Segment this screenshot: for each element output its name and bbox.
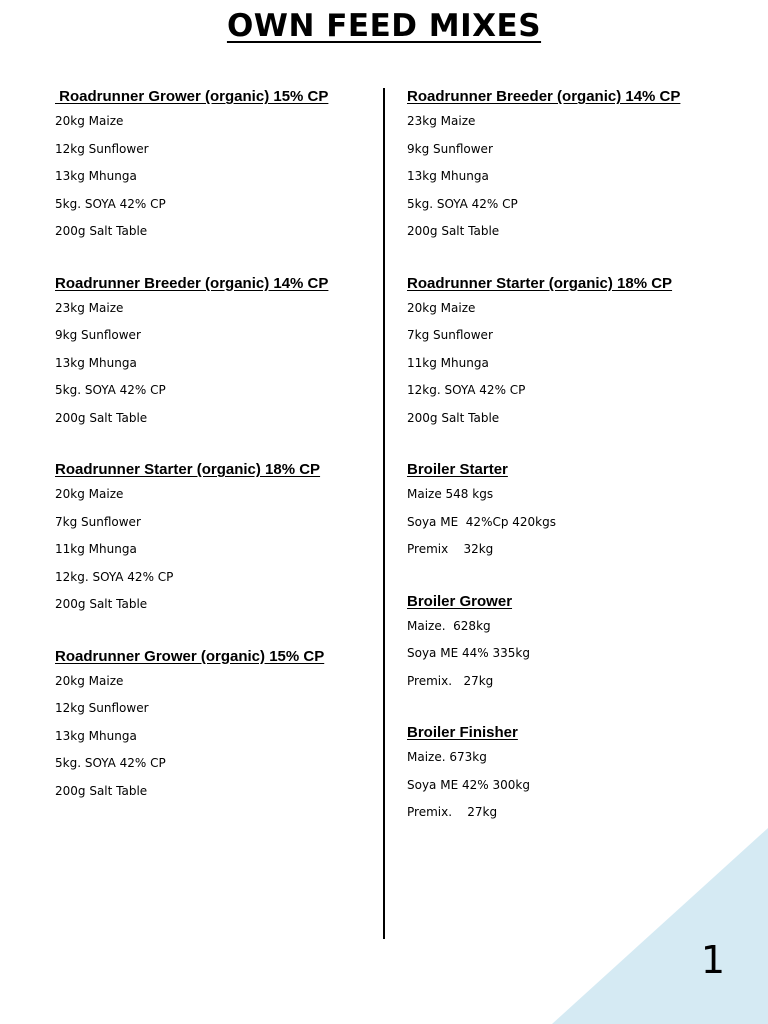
- ingredient-line: Soya ME 44% 335kg: [407, 646, 530, 660]
- ingredient-line: 12kg. SOYA 42% CP: [407, 383, 526, 397]
- recipe-heading: Roadrunner Grower (organic) 15% CP: [55, 647, 325, 665]
- recipe-heading: Broiler Grower: [407, 592, 513, 610]
- ingredient-line: 20kg Maize: [407, 300, 476, 315]
- ingredient-line: Maize. 673kg: [407, 750, 487, 764]
- ingredient-line: 13kg Mhunga: [55, 728, 137, 743]
- ingredient-line: 20kg Maize: [55, 487, 124, 501]
- ingredient-line: 200g Salt Table: [55, 224, 148, 238]
- recipe-heading: Roadrunner Breeder (organic) 14% CP: [407, 88, 681, 105]
- ingredient-line: 20kg Maize: [55, 673, 124, 688]
- column-divider: [383, 88, 385, 939]
- ingredient-line: 12kg Sunflower: [55, 141, 149, 156]
- ingredient-line: 200g Salt Table: [407, 224, 500, 238]
- ingredient-line: 7kg Sunflower: [407, 328, 493, 342]
- ingredient-line: 7kg Sunflower: [55, 514, 141, 529]
- left-column: [55, 86, 375, 832]
- recipe-heading: Roadrunner Grower (organic) 15% CP: [55, 88, 329, 105]
- ingredient-line: 200g Salt Table: [55, 597, 148, 611]
- ingredient-line: 23kg Maize: [407, 114, 476, 128]
- ingredient-line: 5kg. SOYA 42% CP: [55, 196, 166, 211]
- ingredient-line: 200g Salt Table: [55, 410, 148, 425]
- recipe-section: [55, 646, 375, 806]
- recipe-heading: Broiler Finisher: [407, 724, 518, 741]
- recipe-section: [407, 722, 747, 827]
- ingredient-line: Premix. 27kg: [407, 805, 498, 819]
- ingredient-line: 200g Salt Table: [55, 783, 148, 798]
- ingredient-line: 23kg Maize: [55, 300, 124, 315]
- ingredient-line: 5kg. SOYA 42% CP: [55, 383, 166, 397]
- ingredient-line: 5kg. SOYA 42% CP: [55, 756, 166, 770]
- recipe-section: [407, 273, 747, 433]
- recipe-section: [407, 459, 747, 564]
- recipe-section: [55, 459, 375, 619]
- ingredient-line: 5kg. SOYA 42% CP: [407, 196, 518, 211]
- page-title: [0, 8, 768, 44]
- right-column: [407, 86, 747, 854]
- ingredient-line: 11kg Mhunga: [407, 355, 489, 370]
- ingredient-line: 9kg Sunflower: [407, 141, 493, 156]
- corner-decoration: [552, 828, 768, 1024]
- ingredient-line: 9kg Sunflower: [55, 328, 141, 342]
- recipe-section: [407, 86, 747, 246]
- ingredient-line: Soya ME 42%Cp 420kgs: [407, 514, 556, 529]
- ingredient-line: 20kg Maize: [55, 114, 124, 128]
- ingredient-line: Soya ME 42% 300kg: [407, 777, 530, 792]
- ingredient-line: 11kg Mhunga: [55, 542, 137, 556]
- ingredient-line: 12kg Sunflower: [55, 701, 149, 715]
- recipe-section: [55, 86, 375, 246]
- recipe-section: [55, 273, 375, 433]
- page-number: 1: [700, 938, 725, 982]
- ingredient-line: Premix. 27kg: [407, 673, 494, 688]
- recipe-heading: Roadrunner Starter (organic) 18% CP: [55, 461, 321, 478]
- recipe-heading: Roadrunner Starter (organic) 18% CP: [407, 274, 673, 292]
- ingredient-line: 12kg. SOYA 42% CP: [55, 569, 174, 584]
- ingredient-line: 13kg Mhunga: [55, 169, 137, 183]
- ingredient-line: 13kg Mhunga: [407, 169, 489, 183]
- ingredient-line: Premix 32kg: [407, 542, 494, 556]
- recipe-heading: Roadrunner Breeder (organic) 14% CP: [55, 274, 329, 292]
- ingredient-line: 13kg Mhunga: [55, 355, 137, 370]
- recipe-heading: Broiler Starter: [407, 461, 508, 478]
- page-title-text: OWN FEED MIXES: [226, 8, 542, 44]
- ingredient-line: Maize 548 kgs: [407, 487, 494, 501]
- ingredient-line: Maize. 628kg: [407, 618, 491, 633]
- ingredient-line: 200g Salt Table: [407, 410, 500, 425]
- recipe-section: [407, 591, 747, 696]
